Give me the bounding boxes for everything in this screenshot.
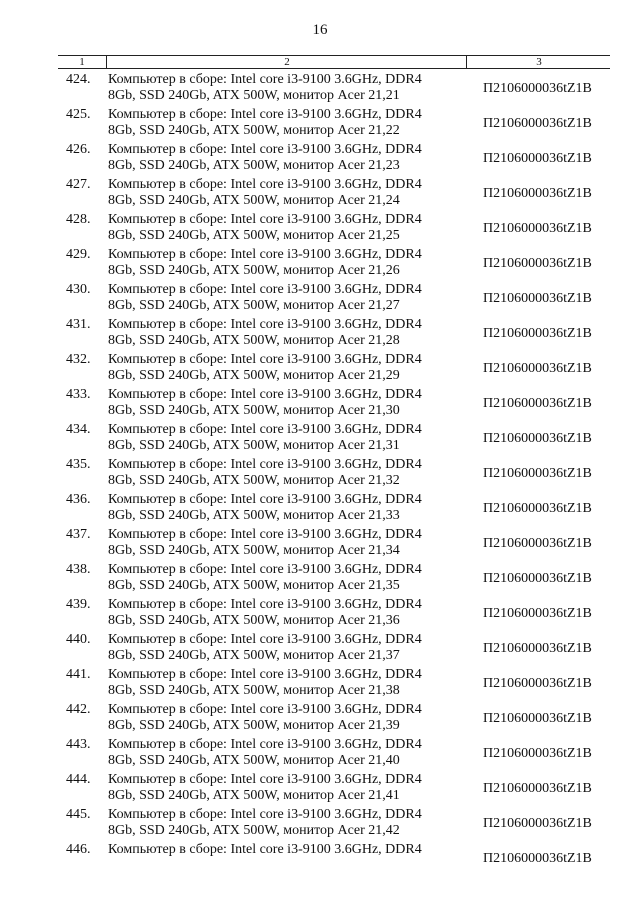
table-row (0, 663, 640, 698)
row-description-line-2: 8Gb, SSD 240Gb, ATX 500W, монитор Acer 21,23 (108, 158, 400, 173)
page-number: 16 (312, 22, 328, 38)
row-code: П2106000036tZ1B (483, 81, 592, 96)
row-description-line-1: Компьютер в сборе: Intel core i3-9100 3.6GHz, DDR4 (108, 457, 422, 472)
row-number: 446. (66, 842, 91, 857)
row-description-line-1: Компьютер в сборе: Intel core i3-9100 3.6GHz, DDR4 (108, 352, 422, 367)
table-row (0, 768, 640, 803)
row-description-line-1: Компьютер в сборе: Intel core i3-9100 3.6GHz, DDR4 (108, 702, 422, 717)
table-row (0, 103, 640, 138)
row-description (108, 457, 478, 489)
row-number: 442. (66, 702, 91, 717)
row-description (108, 667, 478, 699)
table-body (0, 68, 640, 873)
row-description-line-1: Компьютер в сборе: Intel core i3-9100 3.6GHz, DDR4 (108, 667, 422, 682)
table-row (0, 733, 640, 768)
row-description (108, 807, 478, 839)
row-description-line-2: 8Gb, SSD 240Gb, ATX 500W, монитор Acer 21,29 (108, 368, 400, 383)
row-code: П2106000036tZ1B (483, 746, 592, 761)
row-description (108, 597, 478, 629)
row-number: 440. (66, 632, 91, 647)
row-code: П2106000036tZ1B (483, 606, 592, 621)
row-description (108, 177, 478, 209)
row-number: 425. (66, 107, 91, 122)
table-row (0, 383, 640, 418)
table-header (58, 55, 610, 69)
table-row (0, 523, 640, 558)
row-number: 435. (66, 457, 91, 472)
row-description-line-1: Компьютер в сборе: Intel core i3-9100 3.6GHz, DDR4 (108, 527, 422, 542)
row-description-line-1: Компьютер в сборе: Intel core i3-9100 3.6GHz, DDR4 (108, 247, 422, 262)
row-code: П2106000036tZ1B (483, 536, 592, 551)
row-number: 429. (66, 247, 91, 262)
row-description-line-2: 8Gb, SSD 240Gb, ATX 500W, монитор Acer 21,21 (108, 88, 400, 103)
row-description-line-2: 8Gb, SSD 240Gb, ATX 500W, монитор Acer 21,41 (108, 788, 400, 803)
row-code: П2106000036tZ1B (483, 116, 592, 131)
row-description (108, 317, 478, 349)
row-description-line-1: Компьютер в сборе: Intel core i3-9100 3.6GHz, DDR4 (108, 72, 422, 87)
row-number: 432. (66, 352, 91, 367)
row-description (108, 632, 478, 664)
row-description-line-1: Компьютер в сборе: Intel core i3-9100 3.6GHz, DDR4 (108, 772, 422, 787)
table-row (0, 558, 640, 593)
row-code: П2106000036tZ1B (483, 256, 592, 271)
table-row (0, 278, 640, 313)
table-row (0, 208, 640, 243)
row-description-line-2: 8Gb, SSD 240Gb, ATX 500W, монитор Acer 21,26 (108, 263, 400, 278)
table-row (0, 243, 640, 278)
row-code: П2106000036tZ1B (483, 431, 592, 446)
row-description (108, 737, 478, 769)
row-number: 437. (66, 527, 91, 542)
row-description (108, 772, 478, 804)
row-description (108, 107, 478, 139)
row-number: 434. (66, 422, 91, 437)
row-description (108, 562, 478, 594)
row-code: П2106000036tZ1B (483, 571, 592, 586)
row-description-line-1: Компьютер в сборе: Intel core i3-9100 3.6GHz, DDR4 (108, 422, 422, 437)
row-description (108, 842, 478, 858)
header-col-3: 3 (466, 56, 611, 68)
row-description-line-1: Компьютер в сборе: Intel core i3-9100 3.6GHz, DDR4 (108, 177, 422, 192)
row-code: П2106000036tZ1B (483, 291, 592, 306)
row-description-line-1: Компьютер в сборе: Intel core i3-9100 3.6GHz, DDR4 (108, 842, 422, 857)
row-description (108, 352, 478, 384)
row-description (108, 282, 478, 314)
row-description-line-2: 8Gb, SSD 240Gb, ATX 500W, монитор Acer 21,32 (108, 473, 400, 488)
row-number: 430. (66, 282, 91, 297)
row-number: 443. (66, 737, 91, 752)
row-code: П2106000036tZ1B (483, 676, 592, 691)
table-row (0, 838, 640, 873)
table-row (0, 138, 640, 173)
row-description-line-2: 8Gb, SSD 240Gb, ATX 500W, монитор Acer 21,28 (108, 333, 400, 348)
row-description-line-2: 8Gb, SSD 240Gb, ATX 500W, монитор Acer 21,25 (108, 228, 400, 243)
table-row (0, 488, 640, 523)
row-number: 426. (66, 142, 91, 157)
table-row (0, 68, 640, 103)
row-code: П2106000036tZ1B (483, 781, 592, 796)
row-code: П2106000036tZ1B (483, 466, 592, 481)
row-description-line-1: Компьютер в сборе: Intel core i3-9100 3.6GHz, DDR4 (108, 282, 422, 297)
row-description-line-2: 8Gb, SSD 240Gb, ATX 500W, монитор Acer 21,42 (108, 823, 400, 838)
table-row (0, 418, 640, 453)
row-description-line-2: 8Gb, SSD 240Gb, ATX 500W, монитор Acer 21,22 (108, 123, 400, 138)
row-description-line-2: 8Gb, SSD 240Gb, ATX 500W, монитор Acer 21,33 (108, 508, 400, 523)
row-description-line-2: 8Gb, SSD 240Gb, ATX 500W, монитор Acer 21,30 (108, 403, 400, 418)
row-description-line-2: 8Gb, SSD 240Gb, ATX 500W, монитор Acer 21,37 (108, 648, 400, 663)
row-description-line-2: 8Gb, SSD 240Gb, ATX 500W, монитор Acer 21,38 (108, 683, 400, 698)
row-description-line-1: Компьютер в сборе: Intel core i3-9100 3.6GHz, DDR4 (108, 597, 422, 612)
row-description-line-2: 8Gb, SSD 240Gb, ATX 500W, монитор Acer 21,40 (108, 753, 400, 768)
row-description (108, 527, 478, 559)
table-row (0, 593, 640, 628)
row-description (108, 422, 478, 454)
header-col-1: 1 (79, 56, 85, 68)
table-row (0, 313, 640, 348)
row-description-line-2: 8Gb, SSD 240Gb, ATX 500W, монитор Acer 21,34 (108, 543, 400, 558)
row-description (108, 702, 478, 734)
row-code: П2106000036tZ1B (483, 816, 592, 831)
row-description-line-1: Компьютер в сборе: Intel core i3-9100 3.6GHz, DDR4 (108, 492, 422, 507)
row-description-line-2: 8Gb, SSD 240Gb, ATX 500W, монитор Acer 21,24 (108, 193, 400, 208)
header-col-2: 2 (106, 56, 467, 68)
row-number: 444. (66, 772, 91, 787)
row-number: 431. (66, 317, 91, 332)
row-code: П2106000036tZ1B (483, 361, 592, 376)
row-description (108, 247, 478, 279)
table-row (0, 173, 640, 208)
row-number: 438. (66, 562, 91, 577)
row-number: 433. (66, 387, 91, 402)
row-description-line-2: 8Gb, SSD 240Gb, ATX 500W, монитор Acer 21,36 (108, 613, 400, 628)
row-description-line-1: Компьютер в сборе: Intel core i3-9100 3.6GHz, DDR4 (108, 807, 422, 822)
row-description-line-1: Компьютер в сборе: Intel core i3-9100 3.6GHz, DDR4 (108, 562, 422, 577)
row-description-line-2: 8Gb, SSD 240Gb, ATX 500W, монитор Acer 21,35 (108, 578, 400, 593)
row-description-line-1: Компьютер в сборе: Intel core i3-9100 3.6GHz, DDR4 (108, 317, 422, 332)
row-description (108, 72, 478, 104)
row-description-line-1: Компьютер в сборе: Intel core i3-9100 3.6GHz, DDR4 (108, 737, 422, 752)
row-description (108, 492, 478, 524)
table-row (0, 803, 640, 838)
table-row (0, 628, 640, 663)
row-number: 428. (66, 212, 91, 227)
row-code: П2106000036tZ1B (483, 396, 592, 411)
row-code: П2106000036tZ1B (483, 151, 592, 166)
table-row (0, 698, 640, 733)
row-description-line-2: 8Gb, SSD 240Gb, ATX 500W, монитор Acer 21,27 (108, 298, 400, 313)
row-code: П2106000036tZ1B (483, 501, 592, 516)
table-row (0, 453, 640, 488)
row-description-line-2: 8Gb, SSD 240Gb, ATX 500W, монитор Acer 21,31 (108, 438, 400, 453)
row-number: 424. (66, 72, 91, 87)
row-code: П2106000036tZ1B (483, 221, 592, 236)
row-description-line-1: Компьютер в сборе: Intel core i3-9100 3.6GHz, DDR4 (108, 387, 422, 402)
row-code: П2106000036tZ1B (483, 326, 592, 341)
row-code: П2106000036tZ1B (483, 641, 592, 656)
row-number: 439. (66, 597, 91, 612)
row-description-line-2: 8Gb, SSD 240Gb, ATX 500W, монитор Acer 21,39 (108, 718, 400, 733)
table-row (0, 348, 640, 383)
row-description-line-1: Компьютер в сборе: Intel core i3-9100 3.6GHz, DDR4 (108, 107, 422, 122)
row-number: 427. (66, 177, 91, 192)
row-number: 441. (66, 667, 91, 682)
row-code: П2106000036tZ1B (483, 186, 592, 201)
row-description (108, 212, 478, 244)
row-code: П2106000036tZ1B (483, 851, 592, 866)
row-description (108, 387, 478, 419)
row-description-line-1: Компьютер в сборе: Intel core i3-9100 3.6GHz, DDR4 (108, 632, 422, 647)
row-description (108, 142, 478, 174)
row-number: 445. (66, 807, 91, 822)
row-description-line-1: Компьютер в сборе: Intel core i3-9100 3.6GHz, DDR4 (108, 212, 422, 227)
row-description-line-1: Компьютер в сборе: Intel core i3-9100 3.6GHz, DDR4 (108, 142, 422, 157)
row-number: 436. (66, 492, 91, 507)
row-code: П2106000036tZ1B (483, 711, 592, 726)
